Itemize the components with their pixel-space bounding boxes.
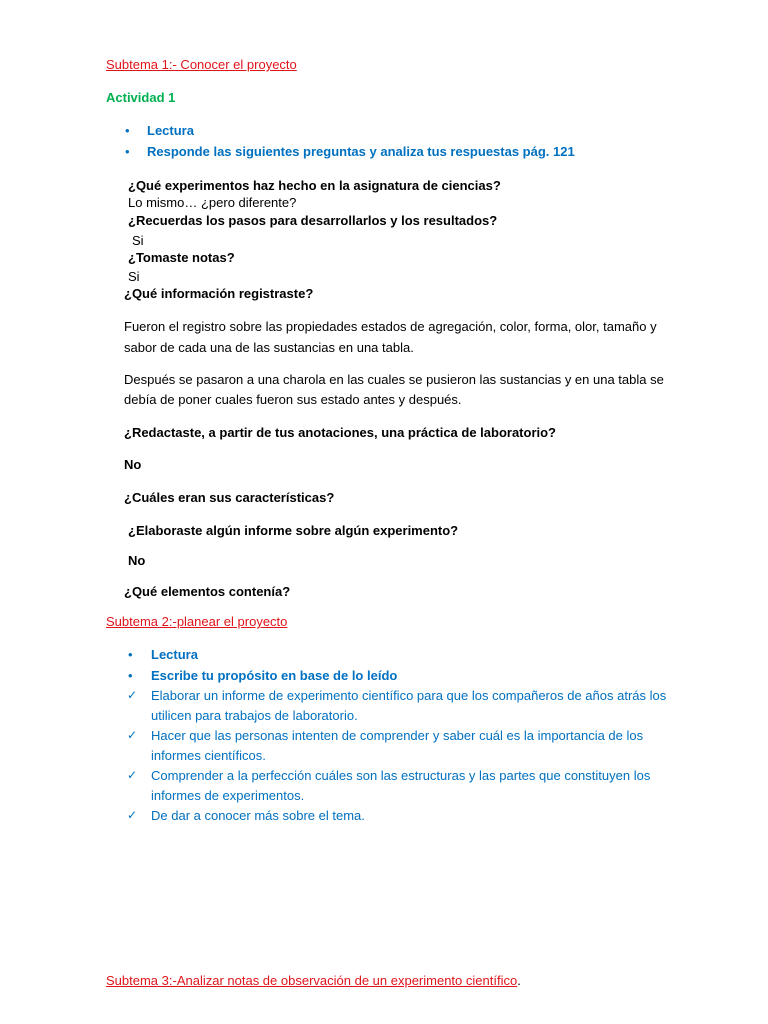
paragraph-1-line-2: sabor de cada una de las sustancias en una tabla. [124, 340, 414, 355]
subtema-2-title: Subtema 2:-planear el proyecto [106, 614, 288, 629]
question-1: ¿Qué experimentos haz hecho en la asignatura de ciencias? [128, 178, 501, 193]
checkmark-icon: ✓ [127, 768, 138, 782]
answer-1: Lo mismo… ¿pero diferente? [128, 195, 297, 210]
paragraph-2-line-1: Después se pasaron a una charola en las cuales se pusieron las sustancias y en una tabla se [124, 372, 664, 387]
question-4: ¿Qué información registraste? [124, 286, 314, 301]
bullet-icon: • [125, 123, 130, 138]
check-item-3-line-2: informes de experimentos. [151, 788, 305, 803]
check-item-1-line-1: Elaborar un informe de experimento científico para que los compañeros de años atrás los [151, 688, 667, 703]
question-8: ¿Qué elementos contenía? [124, 584, 291, 599]
answer-5: No [124, 457, 142, 472]
question-7: ¿Elaboraste algún informe sobre algún experimento? [128, 523, 459, 538]
check-item-1-line-2: utilicen para trabajos de laboratorio. [151, 708, 358, 723]
answer-7: No [128, 553, 146, 568]
checkmark-icon: ✓ [127, 688, 138, 702]
check-item-2-line-2: informes científicos. [151, 748, 266, 763]
question-3: ¿Tomaste notas? [128, 250, 235, 265]
list-item: Lectura [151, 647, 198, 662]
list-item: Escribe tu propósito en base de lo leído [151, 668, 398, 683]
bullet-icon: • [128, 668, 133, 683]
question-2: ¿Recuerdas los pasos para desarrollarlos y los resultados? [128, 213, 498, 228]
list-item: Responde las siguientes preguntas y analiza tus respuestas pág. 121 [147, 144, 575, 159]
subtema-3-title: Subtema 3:-Analizar notas de observación de un experimento científico [106, 973, 518, 988]
question-6: ¿Cuáles eran sus características? [124, 490, 335, 505]
subtema-3-period: . [517, 973, 521, 988]
answer-2: Si [132, 233, 144, 248]
check-item-4: De dar a conocer más sobre el tema. [151, 808, 365, 823]
answer-3: Si [128, 269, 140, 284]
question-5: ¿Redactaste, a partir de tus anotaciones, una práctica de laboratorio? [124, 425, 557, 440]
checkmark-icon: ✓ [127, 728, 138, 742]
check-item-3-line-1: Comprender a la perfección cuáles son las estructuras y las partes que constituyen los [151, 768, 651, 783]
check-item-2-line-1: Hacer que las personas intenten de comprender y saber cuál es la importancia de los [151, 728, 644, 743]
list-item: Lectura [147, 123, 194, 138]
bullet-icon: • [128, 647, 133, 662]
checkmark-icon: ✓ [127, 808, 138, 822]
subtema-1-title: Subtema 1:- Conocer el proyecto [106, 57, 297, 72]
bullet-icon: • [125, 144, 130, 159]
paragraph-2-line-2: debía de poner cuales fueron sus estado antes y después. [124, 392, 462, 407]
actividad-1-heading: Actividad 1 [106, 90, 176, 105]
subtema-3-heading [106, 972, 521, 989]
paragraph-1-line-1: Fueron el registro sobre las propiedades estados de agregación, color, forma, olor, tamaño y [124, 319, 657, 334]
